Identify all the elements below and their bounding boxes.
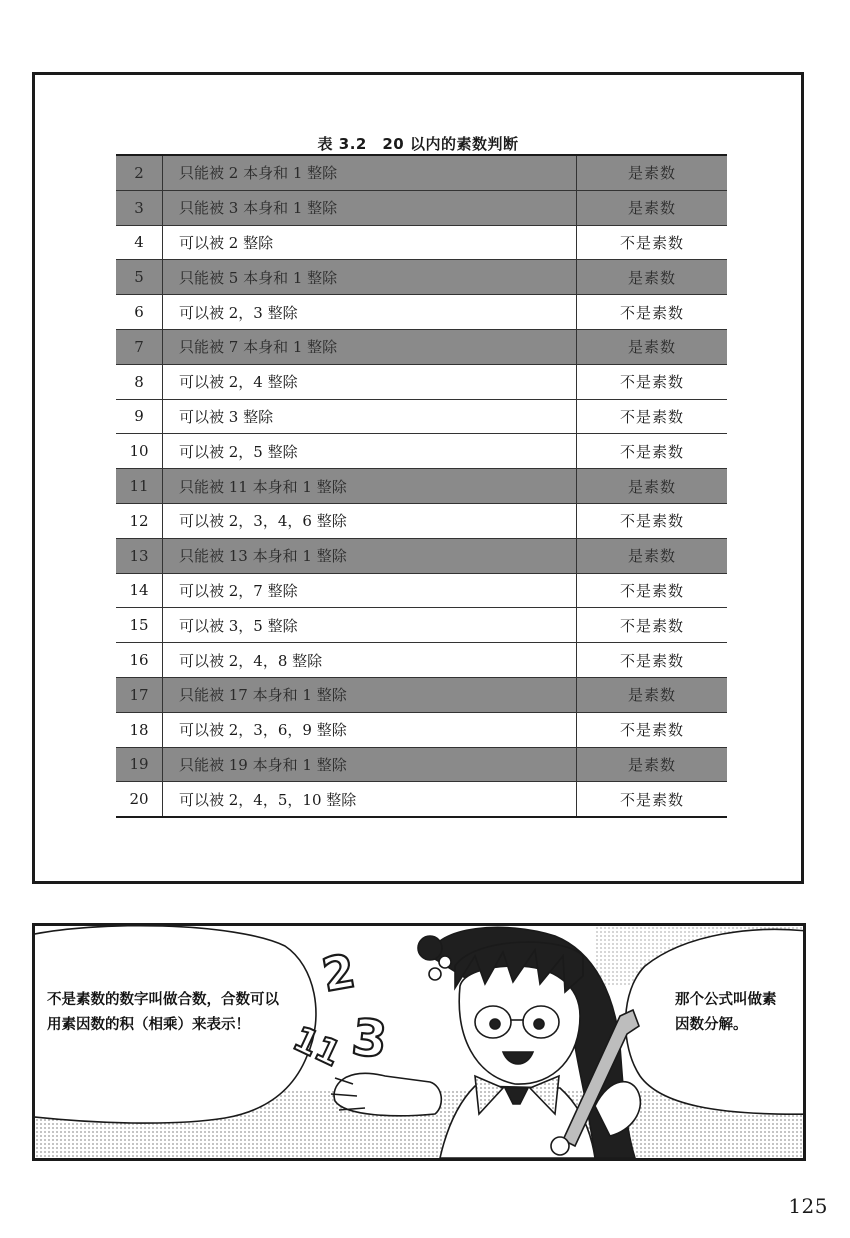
- prime-table: [116, 154, 727, 818]
- verdict-cell: 不是素数: [577, 573, 728, 608]
- table-row: [116, 538, 727, 573]
- reason-cell: 可以被 3，5 整除: [163, 608, 577, 643]
- table-row: [116, 399, 727, 434]
- table-row: [116, 677, 727, 712]
- reason-cell: 只能被 5 本身和 1 整除: [163, 260, 577, 295]
- verdict-cell: 不是素数: [577, 399, 728, 434]
- left-bubble-text: 不是素数的数字叫做合数，合数可以用素因数的积（相乘）来表示！: [47, 992, 279, 1033]
- number-cell: 17: [116, 677, 163, 712]
- table-row: [116, 295, 727, 330]
- number-cell: 13: [116, 538, 163, 573]
- number-cell: 14: [116, 573, 163, 608]
- number-cell: 16: [116, 643, 163, 678]
- table-row: [116, 225, 727, 260]
- table-row: [116, 329, 727, 364]
- table-row: [116, 608, 727, 643]
- reason-cell: 只能被 11 本身和 1 整除: [163, 469, 577, 504]
- comic-panel: [32, 923, 806, 1161]
- verdict-cell: 是素数: [577, 677, 728, 712]
- table-row: [116, 747, 727, 782]
- table-row: [116, 782, 727, 817]
- verdict-cell: 是素数: [577, 747, 728, 782]
- floating-number-3: [349, 1008, 390, 1069]
- verdict-cell: 不是素数: [577, 712, 728, 747]
- floating-number-2: [318, 944, 359, 1003]
- number-cell: 6: [116, 295, 163, 330]
- table-row: [116, 469, 727, 504]
- number-cell: 2: [116, 155, 163, 190]
- verdict-cell: 是素数: [577, 469, 728, 504]
- reason-cell: 可以被 2 整除: [163, 225, 577, 260]
- reason-cell: 只能被 7 本身和 1 整除: [163, 329, 577, 364]
- reason-cell: 可以被 2，3，4，6 整除: [163, 503, 577, 538]
- number-cell: 7: [116, 329, 163, 364]
- reason-cell: 只能被 13 本身和 1 整除: [163, 538, 577, 573]
- table-row: [116, 434, 727, 469]
- reason-cell: 可以被 2，4 整除: [163, 364, 577, 399]
- reason-cell: 可以被 2，7 整除: [163, 573, 577, 608]
- page-number: 125: [788, 1194, 828, 1218]
- verdict-cell: 是素数: [577, 260, 728, 295]
- reason-cell: 只能被 17 本身和 1 整除: [163, 677, 577, 712]
- verdict-cell: 不是素数: [577, 643, 728, 678]
- number-cell: 19: [116, 747, 163, 782]
- reason-cell: 可以被 3 整除: [163, 399, 577, 434]
- number-cell: 10: [116, 434, 163, 469]
- comic-illustration: [35, 926, 803, 1158]
- number-cell: 8: [116, 364, 163, 399]
- number-cell: 15: [116, 608, 163, 643]
- number-cell: 20: [116, 782, 163, 817]
- verdict-cell: 是素数: [577, 329, 728, 364]
- svg-text:2: 2: [318, 943, 360, 1003]
- table-row: [116, 190, 727, 225]
- table-row: [116, 573, 727, 608]
- reason-cell: 可以被 2，4，5，10 整除: [163, 782, 577, 817]
- verdict-cell: 不是素数: [577, 503, 728, 538]
- verdict-cell: 不是素数: [577, 782, 728, 817]
- reason-cell: 可以被 2，3，6，9 整除: [163, 712, 577, 747]
- table-caption: 表 3.2 20 以内的素数判断: [317, 135, 519, 153]
- table-row: [116, 712, 727, 747]
- verdict-cell: 不是素数: [577, 295, 728, 330]
- reason-cell: 可以被 2，5 整除: [163, 434, 577, 469]
- number-cell: 12: [116, 503, 163, 538]
- number-cell: 18: [116, 712, 163, 747]
- reason-cell: 只能被 2 本身和 1 整除: [163, 155, 577, 190]
- reason-cell: 只能被 19 本身和 1 整除: [163, 747, 577, 782]
- table-row: [116, 364, 727, 399]
- table-row: [116, 260, 727, 295]
- reason-cell: 可以被 2，3 整除: [163, 295, 577, 330]
- number-cell: 5: [116, 260, 163, 295]
- table-row: [116, 643, 727, 678]
- right-bubble-text: 那个公式叫做素因数分解。: [675, 992, 777, 1033]
- verdict-cell: 不是素数: [577, 225, 728, 260]
- table-row: [116, 503, 727, 538]
- number-cell: 3: [116, 190, 163, 225]
- svg-text:3: 3: [349, 1008, 390, 1070]
- verdict-cell: 不是素数: [577, 364, 728, 399]
- table-row: [116, 155, 727, 190]
- reason-cell: 只能被 3 本身和 1 整除: [163, 190, 577, 225]
- number-cell: 4: [116, 225, 163, 260]
- verdict-cell: 不是素数: [577, 434, 728, 469]
- svg-text:11: 11: [286, 1018, 347, 1075]
- verdict-cell: 是素数: [577, 155, 728, 190]
- number-cell: 9: [116, 399, 163, 434]
- verdict-cell: 不是素数: [577, 608, 728, 643]
- table-panel: [32, 72, 804, 884]
- verdict-cell: 是素数: [577, 538, 728, 573]
- reason-cell: 可以被 2，4，8 整除: [163, 643, 577, 678]
- verdict-cell: 是素数: [577, 190, 728, 225]
- number-cell: 11: [116, 469, 163, 504]
